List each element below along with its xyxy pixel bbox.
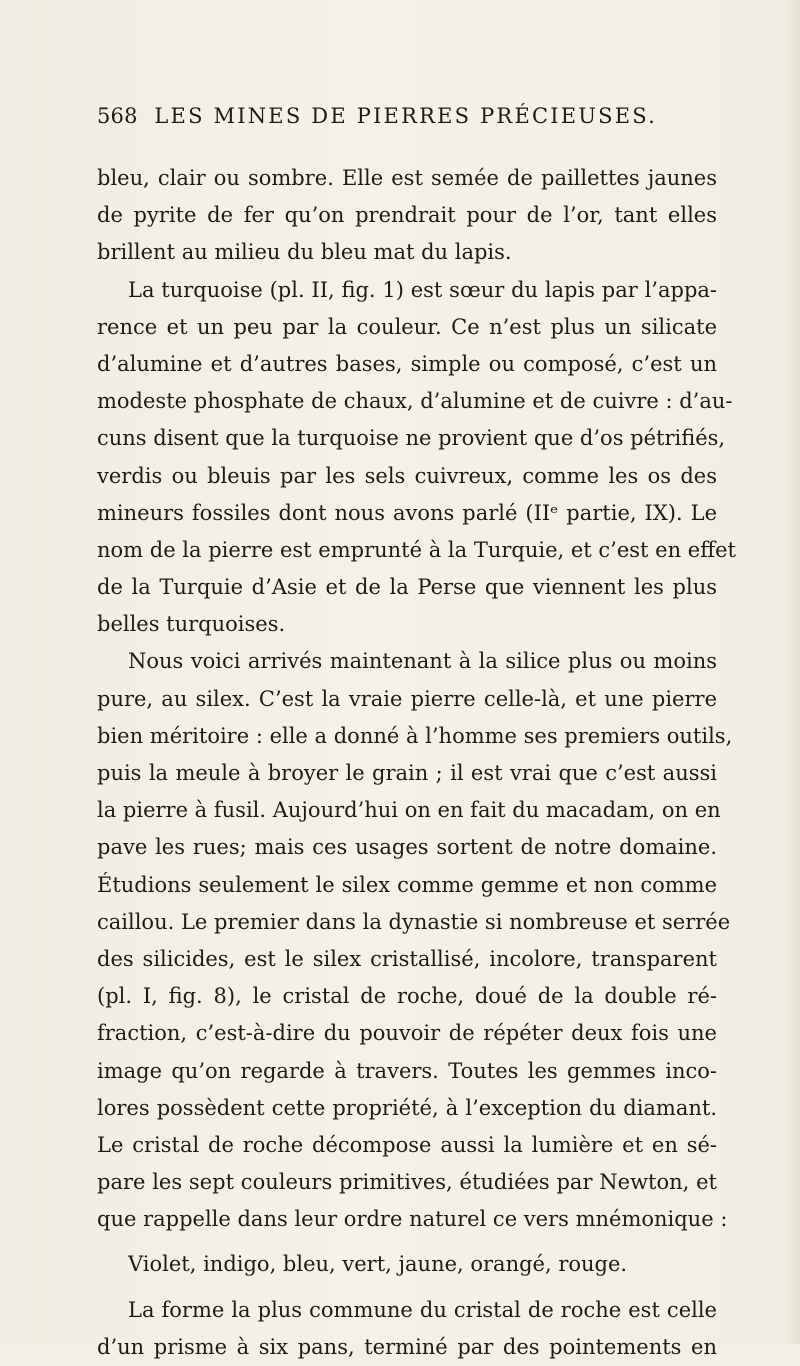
text-line: lores possèdent cette propriété, à l’exception du diamant. xyxy=(97,1095,717,1120)
text-line: bleu, clair ou sombre. Elle est semée de paillettes jaunes xyxy=(97,166,717,190)
page-header xyxy=(97,104,657,144)
running-title: LES MINES DE PIERRES PRÉCIEUSES. xyxy=(154,104,657,128)
text-line: modeste phosphate de chaux, d’alumine et de cuivre : d’au- xyxy=(97,389,733,414)
text-line: (pl. I, fig. 8), le cristal de roche, doué de la double ré- xyxy=(97,984,717,1009)
text-line: de la Turquie d’Asie et de la Perse que viennent les plus xyxy=(97,575,717,600)
text-line: la pierre à fusil. Aujourd’hui on en fait du macadam, on en xyxy=(97,798,721,823)
text-line: mineurs fossiles dont nous avons parlé (IIᵉ partie, IX). Le xyxy=(97,500,717,525)
body-text xyxy=(97,160,736,1366)
text-line: belles turquoises. xyxy=(97,612,286,637)
text-line: La forme la plus commune du cristal de roche est celle xyxy=(128,1297,717,1322)
text-line: brillent au milieu du bleu mat du lapis. xyxy=(97,240,512,265)
page-edge-shadow xyxy=(782,0,800,1344)
text-line: fraction, c’est-à-dire du pouvoir de répéter deux fois une xyxy=(97,1021,717,1046)
text-line: Le cristal de roche décompose aussi la lumière et en sé- xyxy=(97,1132,717,1157)
text-line: que rappelle dans leur ordre naturel ce vers mnémonique : xyxy=(97,1207,728,1232)
text-line: verdis ou bleuis par les sels cuivreux, comme les os des xyxy=(97,463,717,488)
text-line: Nous voici arrivés maintenant à la silice plus ou moins xyxy=(128,649,717,674)
text-line: cuns disent que la turquoise ne provient que d’os pétrifiés, xyxy=(97,426,726,451)
text-line: nom de la pierre est emprunté à la Turquie, et c’est en effet xyxy=(97,537,736,562)
text-line: image qu’on regarde à travers. Toutes les gemmes inco- xyxy=(97,1058,717,1083)
mnemonic-verse: Violet, indigo, bleu, vert, jaune, orangé, rouge. xyxy=(128,1252,628,1277)
text-line: caillou. Le premier dans la dynastie si nombreuse et serrée xyxy=(97,909,731,934)
text-line: d’un prisme à six pans, terminé par des pointements en xyxy=(97,1334,717,1359)
text-line: puis la meule à broyer le grain ; il est vrai que c’est aussi xyxy=(97,761,717,785)
text-line: Étudions seulement le silex comme gemme et non comme xyxy=(97,872,717,897)
text-line: pave les rues; mais ces usages sortent de notre domaine. xyxy=(97,835,717,860)
text-line: d’alumine et d’autres bases, simple ou composé, c’est un xyxy=(97,351,717,376)
text-line: rence et un peu par la couleur. Ce n’est plus un silicate xyxy=(97,314,717,339)
page-number: 568 xyxy=(97,104,138,128)
text-line: pure, au silex. C’est la vraie pierre celle-là, et une pierre xyxy=(97,686,717,711)
text-line: La turquoise (pl. II, fig. 1) est sœur du lapis par l’appa- xyxy=(128,277,717,302)
text-line: de pyrite de fer qu’on prendrait pour de l’or, tant elles xyxy=(97,203,717,228)
text-line: pare les sept couleurs primitives, étudiées par Newton, et xyxy=(97,1170,717,1195)
text-line: des silicides, est le silex cristallisé, incolore, transparent xyxy=(97,946,717,971)
text-line: bien méritoire : elle a donné à l’homme ses premiers outils, xyxy=(97,723,733,748)
